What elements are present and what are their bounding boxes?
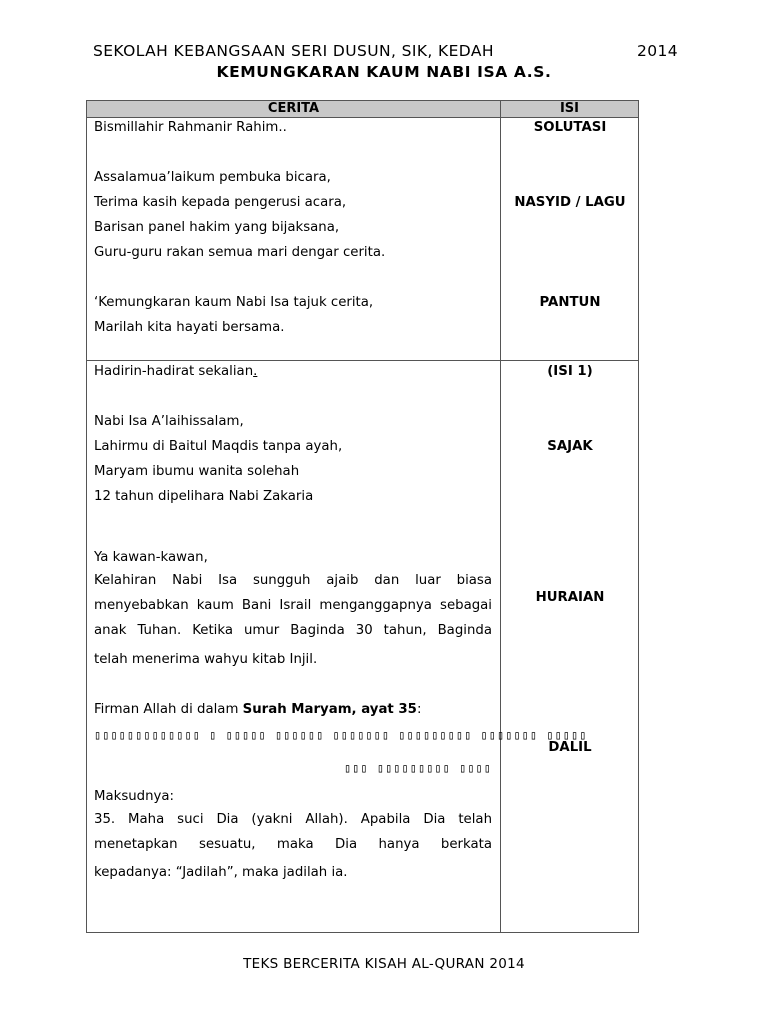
arabic-verse-line: ▯▯▯▯▯▯▯▯▯▯▯▯▯ ▯ ▯▯▯▯▯ ▯▯▯▯▯▯ ▯▯▯▯▯▯▯ ▯▯▯▯▯▯▯▯▯ ▯▯▯▯▯▯▯ ▯▯▯▯▯ <box>94 728 588 742</box>
section2-isi-cell <box>501 361 639 933</box>
translation-line: menetapkan sesuatu, maka Dia hanya berkata <box>94 837 492 852</box>
narrative-line: menyebabkan kaum Bani Israil menganggapnya sebagai <box>94 598 492 613</box>
narrative-line: telah menerima wahyu kitab Injil. <box>94 652 318 667</box>
isi-label-nasyid: NASYID / LAGU <box>514 195 626 210</box>
narrative-line: Kelahiran Nabi Isa sungguh ajaib dan luar biasa <box>94 573 492 588</box>
greeting-text: Hadirin-hadirat sekalian <box>94 364 254 379</box>
section1-isi-cell <box>501 118 639 361</box>
story-line: ‘Kemungkaran kaum Nabi Isa tajuk cerita, <box>94 295 374 310</box>
poem-line: 12 tahun dipelihara Nabi Zakaria <box>94 489 314 504</box>
story-line: Terima kasih kepada pengerusi acara, <box>94 195 347 210</box>
isi-label-huraian: HURAIAN <box>535 590 605 605</box>
poem-line: Lahirmu di Baitul Maqdis tanpa ayah, <box>94 439 343 454</box>
section1-story-cell <box>87 118 501 361</box>
document-header <box>93 42 678 64</box>
isi-label-pantun: PANTUN <box>539 295 601 310</box>
story-line: Marilah kita hayati bersama. <box>94 320 285 335</box>
greeting-punct: . <box>253 364 258 379</box>
arabic-verse-line: ▯▯▯ ▯▯▯▯▯▯▯▯▯ ▯▯▯▯ <box>343 761 492 775</box>
document-footer: TEKS BERCERITA KISAH AL-QURAN 2014 <box>243 956 525 972</box>
surah-reference: Surah Maryam, ayat 35 <box>242 702 417 717</box>
header-year: 2014 <box>636 42 678 60</box>
firman-line <box>94 701 421 719</box>
isi-label-dalil: DALIL <box>548 740 592 755</box>
isi-label-isi1: (ISI 1) <box>547 364 593 379</box>
firman-suffix: : <box>416 702 422 717</box>
document-title: KEMUNGKARAN KAUM NABI ISA A.S. <box>216 63 552 81</box>
story-line <box>94 363 257 381</box>
story-table <box>86 100 639 933</box>
isi-label-sajak: SAJAK <box>547 439 593 454</box>
poem-line: Maryam ibumu wanita solehah <box>94 464 300 479</box>
story-line: Barisan panel hakim yang bijaksana, <box>94 220 340 235</box>
story-line: Ya kawan-kawan, <box>94 550 208 565</box>
story-line: Bismillahir Rahmanir Rahim.. <box>94 120 287 135</box>
firman-prefix: Firman Allah di dalam <box>94 702 243 717</box>
maksud-label: Maksudnya: <box>94 789 175 804</box>
isi-label-solutasi: SOLUTASI <box>533 120 607 135</box>
poem-line: Nabi Isa A’laihissalam, <box>94 414 244 429</box>
column-header-isi: ISI <box>501 101 639 118</box>
school-name: SEKOLAH KEBANGSAAN SERI DUSUN, SIK, KEDAH <box>93 42 494 60</box>
story-line: Guru-guru rakan semua mari dengar cerita. <box>94 245 386 260</box>
column-header-cerita: CERITA <box>87 101 501 118</box>
translation-line: 35. Maha suci Dia (yakni Allah). Apabila Dia telah <box>94 812 492 827</box>
translation-line: kepadanya: “Jadilah”, maka jadilah ia. <box>94 865 348 880</box>
story-line: Assalamua’laikum pembuka bicara, <box>94 170 331 185</box>
narrative-line: anak Tuhan. Ketika umur Baginda 30 tahun, Baginda <box>94 623 492 638</box>
